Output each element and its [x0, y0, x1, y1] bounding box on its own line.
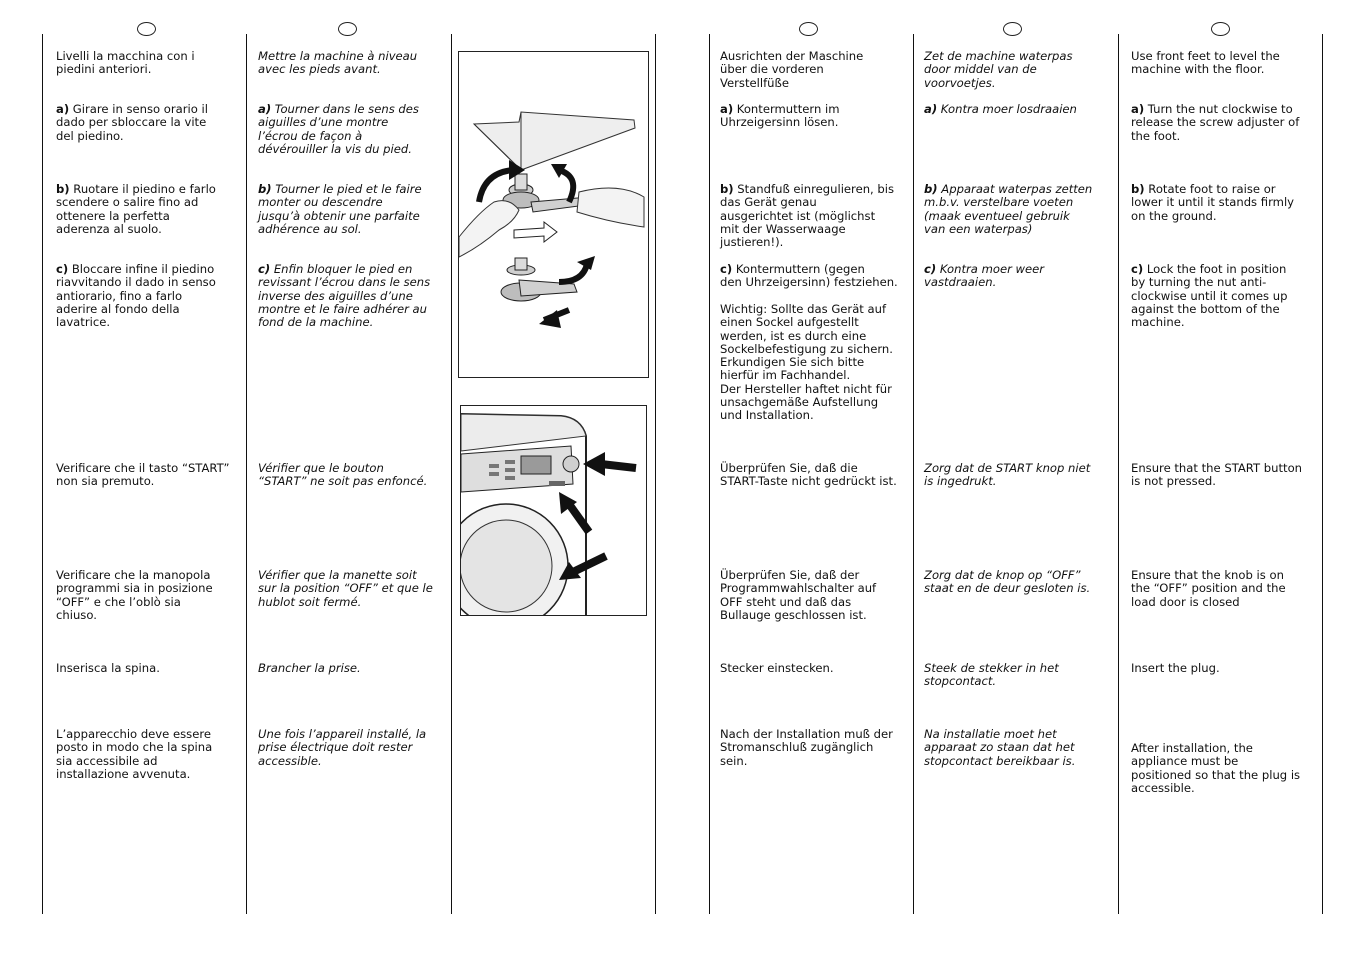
- column-rule: [655, 34, 656, 914]
- paragraph: c) Enfin bloquer le pied en revissant l’écrou dans le sens inverse des aiguilles d’une montre et le faire adhérer au fond de la machine.: [258, 262, 431, 330]
- paragraph: a) Kontermuttern im Uhrzeigersinn lösen.: [720, 102, 840, 130]
- paragraph: After installation, the appliance must be positioned so that the plug is accessible.: [1131, 741, 1301, 795]
- paragraph: Inserisca la spina.: [56, 661, 160, 675]
- washing-machine-illustration: [460, 405, 647, 616]
- paragraph: Ausrichten der Maschine über die vorderen Verstellfüße: [720, 49, 864, 90]
- paragraph: Use front feet to level the machine with the floor.: [1131, 49, 1280, 77]
- language-flag-icon: [338, 22, 357, 36]
- paragraph: c) Kontermuttern (gegen den Uhrzeigersinn) festziehen.: [720, 262, 898, 290]
- column-rule: [1118, 34, 1119, 914]
- paragraph: Stecker einstecken.: [720, 661, 834, 675]
- paragraph: Ensure that the knob is on the “OFF” position and the load door is closed: [1131, 568, 1286, 609]
- paragraph: Insert the plug.: [1131, 661, 1220, 675]
- column-rule: [246, 34, 247, 914]
- paragraph: Mettre la machine à niveau avec les pieds avant.: [258, 49, 418, 77]
- paragraph: Verificare che la manopola programmi sia in posizione “OFF” e che l’oblò sia chiuso.: [56, 568, 213, 622]
- column-rule: [42, 34, 43, 914]
- column-rule: [451, 34, 452, 914]
- paragraph: b) Ruotare il piedino e farlo scendere o salire fino ad ottenere la perfetta aderenza al suolo.: [56, 182, 216, 236]
- paragraph: Brancher la prise.: [258, 661, 361, 675]
- column-rule: [709, 34, 710, 914]
- paragraph: Zet de machine waterpas door middel van de voorvoetjes.: [924, 49, 1073, 90]
- paragraph: b) Rotate foot to raise or lower it until it stands firmly on the ground.: [1131, 182, 1295, 223]
- paragraph: Nach der Installation muß der Stromanschluß zugänglich sein.: [720, 727, 893, 768]
- paragraph: Vérifier que la manette soit sur la position “OFF” et que le hublot soit fermé.: [258, 568, 433, 609]
- paragraph: c) Lock the foot in position by turning the nut anti- clockwise until it comes up against the bottom of the machine.: [1131, 262, 1288, 330]
- paragraph: Livelli la macchina con i piedini anteriori.: [56, 49, 195, 77]
- paragraph: Une fois l’appareil installé, la prise électrique doit rester accessible.: [258, 727, 427, 768]
- paragraph: b) Tourner le pied et le faire monter ou descendre jusqu’à obtenir une parfaite adhérence au sol.: [258, 182, 422, 236]
- column-rule: [913, 34, 914, 914]
- paragraph: Na installatie moet het apparaat zo staan dat het stopcontact bereikbaar is.: [924, 727, 1076, 768]
- paragraph: a) Tourner dans le sens des aiguilles d’une montre l’écrou de façon à dévérouiller la vis du pied.: [258, 102, 419, 156]
- paragraph: a) Kontra moer losdraaien: [924, 102, 1077, 116]
- paragraph: Überprüfen Sie, daß der Programmwahlschalter auf OFF steht und daß das Bullauge geschlossen ist.: [720, 568, 877, 622]
- paragraph: L’apparecchio deve essere posto in modo che la spina sia accessibile ad installazione avvenuta.: [56, 727, 213, 781]
- paragraph: b) Standfuß einregulieren, bis das Gerät genau ausgerichtet ist (möglichst mit der Wasserwaage justieren!).: [720, 182, 895, 250]
- paragraph: Zorg dat de knop op “OFF” staat en de deur gesloten is.: [924, 568, 1091, 596]
- paragraph: Verificare che il tasto “START” non sia premuto.: [56, 461, 230, 489]
- paragraph: Überprüfen Sie, daß die START-Taste nicht gedrückt ist.: [720, 461, 897, 489]
- paragraph: a) Girare in senso orario il dado per sbloccare la vite del piedino.: [56, 102, 208, 143]
- paragraph: c) Bloccare infine il piedino riavvitando il dado in senso antiorario, fino a farlo aderire al fondo della lavatrice.: [56, 262, 216, 330]
- paragraph: Vérifier que le bouton “START” ne soit pas enfoncé.: [258, 461, 428, 489]
- language-flag-icon: [1211, 22, 1230, 36]
- foot-adjustment-illustration: [458, 51, 649, 378]
- paragraph: Steek de stekker in het stopcontact.: [924, 661, 1059, 689]
- paragraph: b) Apparaat waterpas zetten m.b.v. verstelbare voeten (maak eventueel gebruik van een waterpas): [924, 182, 1093, 236]
- paragraph: Zorg dat de START knop niet is ingedrukt.: [924, 461, 1091, 489]
- paragraph: Wichtig: Sollte das Gerät auf einen Sockel aufgestellt werden, ist es durch eine Sockelbefestigung zu sichern. Erkundigen Sie sich bitte hierfür im Fachhandel. Der Hersteller haftet nicht für unsachgemäße Aufstellung und Installation.: [720, 302, 893, 423]
- paragraph: c) Kontra moer weer vastdraaien.: [924, 262, 1045, 290]
- language-flag-icon: [799, 22, 818, 36]
- language-flag-icon: [137, 22, 156, 36]
- paragraph: Ensure that the START button is not pressed.: [1131, 461, 1303, 489]
- language-flag-icon: [1003, 22, 1022, 36]
- column-rule: [1322, 34, 1323, 914]
- paragraph: a) Turn the nut clockwise to release the screw adjuster of the foot.: [1131, 102, 1300, 143]
